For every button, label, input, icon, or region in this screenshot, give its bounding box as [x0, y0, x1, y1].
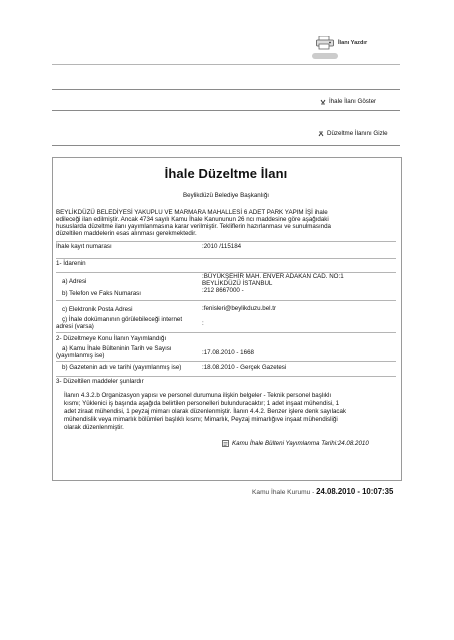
address-value: :BÜYÜKŞEHİR MAH. ENVER ADAKAN CAD. NO:1 — [202, 273, 344, 280]
divider — [52, 64, 400, 65]
authority-name: Beylikdüzü Belediye Başkanlığı — [183, 192, 269, 199]
phone-value: :212 8667000 - — [202, 287, 244, 294]
page-title: İhale Düzeltme İlanı — [164, 166, 288, 181]
website-value: : — [202, 320, 204, 327]
divider — [56, 361, 396, 362]
footer-timestamp: 24.08.2010 - 10:07:35 — [316, 487, 394, 496]
page-footer — [252, 487, 393, 496]
printer-icon — [316, 36, 334, 50]
arrow-up-icon — [318, 131, 324, 137]
bulletin-value: :17.08.2010 - 1668 — [202, 349, 254, 356]
intro-line: hususlarda düzeltme ilanı yayımlanmasına karar verilmiştir. Tekliflerin hazırlanması ve sunulmasında — [56, 223, 332, 230]
divider — [56, 376, 396, 377]
body-line: mühendislik veya mimarlık bölümleri başlıklı kısmı; Mimarlık, Peyzaj mimarlığıve inşaat mühendisliği — [64, 416, 338, 423]
email-label: c) Elektronik Posta Adresi — [62, 306, 133, 313]
hide-correction-link[interactable] — [318, 130, 388, 137]
hide-correction-label: Düzeltme İlanını Gizle — [327, 130, 388, 137]
body-line: olarak düzenlenmiştir. — [64, 424, 124, 431]
bulletin-icon — [222, 440, 229, 447]
section-publication-heading: 2- Düzeltmeye Konu İlanın Yayımlandığı — [56, 335, 167, 342]
bulletin-publication-date: Kamu İhale Bülteni Yayımlanma Tarihi:24.08.2010 — [232, 440, 369, 447]
intro-line: edileceği ilan edilmiştir. Ancak 4734 sayılı Kamu İhale Kanununun 26 ncı maddesine göre aşağıdaki — [56, 216, 329, 223]
website-label: ç) İhale dokümanının görülebileceği internet — [62, 316, 183, 323]
section-authority-heading: 1- İdarenin — [56, 260, 86, 267]
bulletin-label: a) Kamu İhale Bülteninin Tarih ve Sayısı — [62, 345, 172, 352]
body-line: adet ziraat mühendisi, 1 peyzaj mimarı olarak düzenlenmiştir. İlanın 4.4.2. Benzer işlere denk sayılacak — [64, 408, 347, 415]
divider — [56, 258, 396, 259]
divider — [52, 89, 400, 90]
registration-value: :2010 /115184 — [202, 243, 242, 250]
divider — [52, 145, 400, 146]
show-tender-label: İhale İlanı Göster — [329, 98, 377, 105]
print-badge-underline — [312, 53, 338, 59]
footer-org: Kamu İhale Kurumu - — [252, 489, 317, 496]
print-button[interactable] — [316, 36, 367, 50]
bulletin-label: (yayımlanmış ise) — [56, 352, 105, 359]
address-label: a) Adresi — [62, 278, 87, 285]
newspaper-label: b) Gazetenin adı ve tarihi (yayımlanmış ise) — [62, 364, 182, 371]
divider — [56, 332, 396, 333]
body-line: İlanın 4.3.2.b Organizasyon yapısı ve personel durumuna ilişkin belgeler - Teknik personel başlıklı — [64, 392, 332, 399]
bulletin-publication-note — [222, 440, 369, 447]
body-line: kısmı; Yüklenici iş başında aşağıda belirtilen personelleri bulunduracaktır; 1 adet inşaat mühendisi, 1 — [64, 400, 340, 407]
print-label: İlanı Yazdır — [338, 39, 368, 46]
divider — [56, 300, 396, 301]
website-label: adresi (varsa) — [56, 323, 94, 330]
newspaper-value: :18.08.2010 - Gerçek Gazetesi — [202, 364, 287, 371]
intro-line: BEYLİKDÜZÜ BELEDİYESİ YAKUPLU VE MARMARA MAHALLESİ 6 ADET PARK YAPIM İŞİ ihale — [56, 209, 328, 216]
address-value: BEYLİKDÜZÜ İSTANBUL — [202, 280, 273, 287]
divider — [56, 241, 396, 242]
section-changes-heading: 3- Düzeltilen maddeler şunlardır — [56, 378, 144, 385]
registration-label: İhale kayıt numarası — [56, 243, 112, 250]
arrow-down-icon — [320, 99, 326, 105]
show-tender-link[interactable] — [320, 98, 376, 105]
divider — [52, 110, 400, 111]
intro-line: düzeltilen maddelerin esas alınması gerekmektedir. — [56, 230, 197, 237]
email-value: :fenisleri@beylikduzu.bel.tr — [202, 305, 277, 312]
phone-label: b) Telefon ve Faks Numarası — [62, 290, 141, 297]
